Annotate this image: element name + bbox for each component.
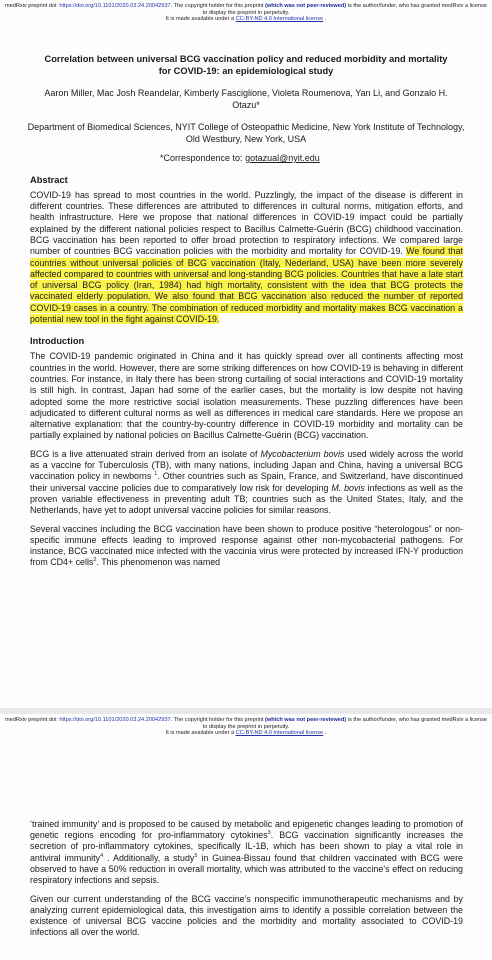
license-link[interactable]: CC-BY-ND 4.0 International license: [235, 730, 324, 737]
intro-paragraph-1: The COVID-19 pandemic originated in China and it has quickly spread over all continents affecting most countries in the world. However, there are some striking differences on how COVID-19 is behaving in different countries. For instance, in Italy there has been strong curtailing of social interactions and COVID-19 mortality is still high. In contrast, Japan had some of the earlier cases, but the mortality is low despite not having adopted some the more restrictive social isolation measurements. These puzzling differences have been adjudicated to different cultural norms as well as differences in medical care standards. Here we propose an alternative explanation: that the country-by-country difference in COVID-19 morbidity and mortality can be partially explained by national policies on Bacillus Calmette-Guérin (BCG) vaccination.: [30, 351, 463, 441]
doi-link[interactable]: https://doi.org/10.1101/2020.03.24.20042937: [59, 717, 171, 723]
citation-ref: 5: [194, 852, 198, 859]
highlighted-text: We found that countries without universal policies of BCG vaccination (Italy, Nederland, USA) have been more severely affected compared to countries with universal and long-standing BCG policies. Countries that have a late start of universal BCG policy (Iran, 1984) had high mortality, consistent with the idea that BCG protects the vaccinated elderly population. We also found that BCG vaccination also reduced the number of reported COVID-19 cases in a country. The combination of reduced morbidity and mortality makes BCG vaccination a potential new tool in the fight against COVID-19.: [30, 246, 463, 325]
page2-paragraph-1: ‘trained immunity’ and is proposed to be caused by metabolic and epigenetic changes leading to promotion of genetic regions encoding for pro-inflammatory cytokines$^3$. BCG vaccination significantly increases the secretion of pro-inflammatory cytokines, specifically IL-1B, which has been shown to play a vital role in antiviral immunity$^4$ . Additionally, a study$^5$ in Guinea-Bissau found that children vaccinated with BCG were observed to have a 50% reduction in overall mortality, which was attributed to the vaccine’s effect on reducing respiratory infections and sepsis.: [30, 818, 464, 886]
page2-paragraph-2: Given our current understanding of the BCG vaccine’s nonspecific immunotherapeutic mechanisms and by analyzing current epidemiological data, this investigation aims to identify a possible correlation between the existence of universal BCG vaccine policies and the morbidity and mortality associated to COVID-19 infections all over the world.: [30, 893, 463, 938]
citation-ref: 1: [154, 471, 158, 478]
introduction-heading: Introduction: [30, 336, 85, 347]
doi-link[interactable]: https://doi.org/10.1101/2020.03.24.20042937: [59, 3, 171, 9]
license-link[interactable]: CC-BY-ND 4.0 International license: [235, 16, 324, 23]
citation-ref: 4: [100, 852, 104, 859]
abstract-heading: Abstract: [30, 174, 68, 185]
abstract-text: COVID-19 has spread to most countries in the world. Puzzlingly, the impact of the disease is different in different countries. These differences are attributed to differences in cultural norms, mitigation efforts, and health infrastructure. Here we propose that national differences in COVID-19 impact could be partially explained by the different national policies respect to Bacillus Calmette-Guérin (BCG) childhood vaccination. BCG vaccination has been reported to offer broad protection to respiratory infections. We compared large number of countries BCG vaccination policies with the morbidity and mortality for COVID-19. We found that countries without universal policies of BCG vaccination (Italy, Nederland, USA) have been more severely affected compared to countries with universal and long-standing BCG policies. Countries that have a late start of universal BCG policy (Iran, 1984) had high mortality, consistent with the idea that BCG protects the vaccinated elderly population. We also found that BCG vaccination also reduced the number of reported COVID-19 cases in a country. The combination of reduced morbidity and mortality makes BCG vaccination a potential new tool in the fight against COVID-19.: [30, 189, 463, 325]
preprint-page-2: [0, 714, 492, 960]
affiliation: Department of Biomedical Sciences, NYIT College of Osteopathic Medicine, New York Institute of Technology, Old Westbury, New York, USA: [27, 121, 465, 145]
correspondence-email[interactable]: gotazual@nyit.edu: [245, 152, 320, 163]
intro-paragraph-3: Several vaccines including the BCG vaccination have been shown to produce positive “heterologous” or non-specific immune effects leading to improved response against other non-mycobacterial pathogens. For instance, BCG vaccinated mice infected with the vaccinia virus were protected by increased IFN-Y production from CD4+ cells$^2$. This phenomenon was named: [30, 523, 463, 568]
citation-ref: 2: [93, 557, 97, 564]
intro-paragraph-2: BCG is a live attenuated strain derived from an isolate of Mycobacterium bovis used widely across the world as a vaccine for Tuberculosis (TB), with many nations, including Japan and China, having a universal BCG vaccination policy in newborns $^1$. Other countries such as Spain, France, and Switzerland, have discontinued their universal vaccine policies due to comparatively low risk for developing M. bovis infections as well as the proven variable effectiveness in preventing adult TB; countries such as the United States, Italy, and the Netherlands, have yet to adopt universal vaccine policies for similar reasons.: [30, 448, 464, 516]
correspondence: *Correspondence to: gotazual@nyit.edu: [160, 152, 320, 163]
medrxiv-notice: medRxiv preprint doi: https://doi.org/10.1101/2020.03.24.20042937. The copyright holder for this preprint (which was not peer-reviewed) is the author/funder, who has granted medRxiv a license to display the preprint in perpetuity. It is made available under a CC-BY-ND 4.0 International license .: [4, 717, 488, 737]
citation-ref: 3: [267, 830, 271, 837]
paper-title: Correlation between universal BCG vaccination policy and reduced morbidity and mortality for COVID-19: an epidemiological study: [44, 53, 448, 77]
author-list: Aaron Miller, Mac Josh Reandelar, Kimberly Fasciglione, Violeta Roumenova, Yan Li, and Gonzalo H. Otazu*: [44, 87, 448, 111]
medrxiv-notice: medRxiv preprint doi: https://doi.org/10.1101/2020.03.24.20042937. The copyright holder for this preprint (which was not peer-reviewed) is the author/funder, who has granted medRxiv a license to display the preprint in perpetuity. It is made available under a CC-BY-ND 4.0 International license .: [4, 3, 488, 23]
